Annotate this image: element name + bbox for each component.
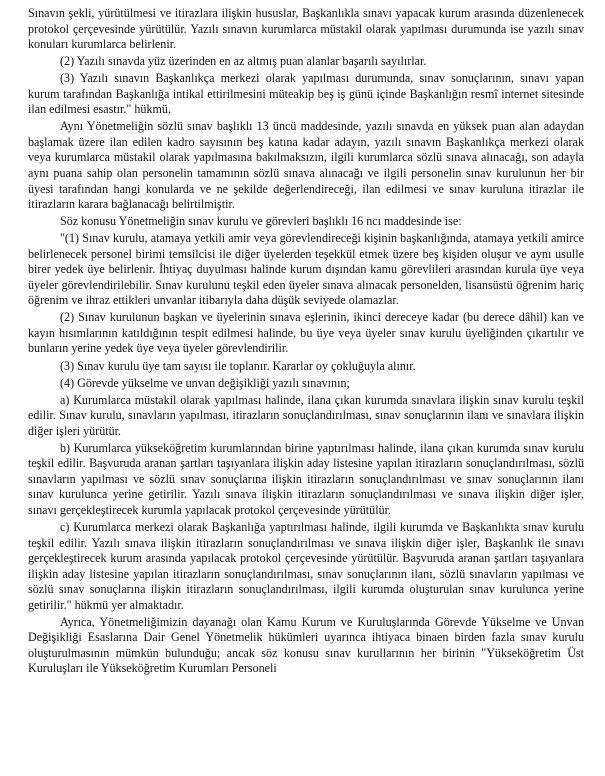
document-page (28, 6, 584, 678)
paragraph-committee-clause-4: (4) Görevde yükselme ve unvan değişikliği yazılı sınavının; (60, 375, 350, 390)
paragraph-clause-a: a) Kurumlarca müstakil olarak yapılması halinde, ilana çıkan kurumda sınavlara ilişkin sınav kurulu teşkil edilir. Sınav kurulu, sınavların yapılması, itirazların sonuçlandırılması, sınav sonuçlarının ilanı ve sınavlara ilişkin diğer işleri yürütür. (28, 392, 584, 438)
paragraph-committee-clause-1: "(1) Sınav kurulu, atamaya yetkili amir veya görevlendireceği kişinin başkanlığında, atamaya yetkili amirce belirlenecek personel birimi temsilcisi ile diğer üyelerden teşekkül etmek üzere beş kişiden oluşur ve aynı usulle birer yedek üye belirlenir. İhtiyaç duyulması halinde kurum dışından kamu görevlileri arasından kurula üye veya üyeler görevlendirilebilir. Sınav kurulunu teşkil eden üyeler sınava alınacak personelden, lisansüstü öğrenim hariç öğrenim ve ihraz ettikleri unvanlar itibarıyla daha düşük seviyede olamazlar. (28, 231, 584, 308)
paragraph-clause-b: b) Kurumlarca yükseköğretim kurumlarından birine yaptırılması halinde, ilana çıkan kurumda sınav kurulu teşkil edilir. Başvuruda aranan şartları taşıyanlara ilişkin aday listesine yapılan itirazların sonuçlandırılması, sözlü sınavların yapılması ve sözlü sınav sonuçlarına ilişkin itirazların sonuçlandırılması ve sınav sonuçlarının ilanı sınav kurulunca yerine getirilir. Yazılı sınava ilişkin itirazların sonuçlandırılması ve sınava ilişkin diğer işler, sınavı gerçekleştirecek kurumla yapılacak protokol çerçevesinde yürütülür. (28, 440, 584, 517)
paragraph-committee-clause-3: (3) Sınav kurulu üye tam sayısı ile toplanır. Kararlar oy çokluğuyla alınır. (60, 358, 416, 373)
paragraph-results-announcement: (3) Yazılı sınavın Başkanlıkça merkezi olarak yapılması durumunda, sınav sonuçlarının, sınavı yapan kurum tarafından Başkanlığa intikal ettirilmesini müteakip beş iş günü içinde Başkanlığın resmî internet sitesinde ilan edilmesi esastır." hükmü, (28, 71, 584, 117)
paragraph-additionally: Ayrıca, Yönetmeliğimizin dayanağı olan Kamu Kurum ve Kuruluşlarında Görevde Yükselme ve Unvan Değişikliği Esaslarına Dair Genel Yönetmelik hükümleri uyarınca ihtiyaca binaen birden fazla sınav kurulu oluşturulmasının mümkün bulunduğu; ancak söz konusu sınav kurullarının her birinin "Yükseköğretim Üst Kuruluşları ile Yükseköğretim Kurumları Personeli (28, 614, 584, 676)
paragraph-oral-exam: Aynı Yönetmeliğin sözlü sınav başlıklı 13 üncü maddesinde, yazılı sınavda en yüksek puan alan adaydan başlamak üzere ilan edilen kadro sayısının beş katına kadar adayın, yazılı sınavın Başkanlıkça merkezi olarak veya kurumlarca müstakil olarak yapılmasına bakılmaksızın, ilgili kurumlarca sözlü sınava alınacağı, son adayla aynı puana sahip olan personelin tamamının sözlü sınava alınacağı ve ilgili personelin sınav kurulunun her bir üyesi tarafından hangi konularda ve ne şekilde değerlendireceği, ilan edilmesi ve sınav kuruluna itirazlar ile itirazların karara bağlanacağı belirtilmiştir. (28, 119, 584, 212)
paragraph-article-16-intro: Söz konusu Yönetmeliğin sınav kurulu ve görevleri başlıklı 16 ncı maddesinde ise: (60, 214, 462, 229)
paragraph-passing-score: (2) Yazılı sınavda yüz üzerinden en az altmış puan alanlar başarılı sayılırlar. (60, 54, 427, 69)
paragraph-clause-c: c) Kurumlarca merkezi olarak Başkanlığa yaptırılması halinde, ilgili kurumda ve Başkanlıkta sınav kurulu teşkil edilir. Yazılı sınava ilişkin itirazların sonuçlandırılması ve sınava ilişkin diğer işler, Başkanlık ile sınavı gerçekleştirecek kurum arasında yapılacak protokol çerçevesinde yürütülür. Başvuruda aranan şartları taşıyanlara ilişkin aday listesine yapılan itirazların sonuçlandırılması, sınav sonuçlarının ilanı, sözlü sınavların yapılması ve sözlü sınav sonuçlarına ilişkin itirazların sonuçlandırılması, ilgili kurumda oluşturulan sınav kurulunca yerine getirilir." hükmü yer almaktadır. (28, 520, 584, 612)
paragraph-exam-procedure: Sınavın şekli, yürütülmesi ve itirazlara ilişkin hususlar, Başkanlıkla sınavı yapacak kurum arasında düzenlenecek protokol çerçevesinde yürütülür. Yazılı sınavın kurumlarca müstakil olarak yapılması durumunda ise yazılı sınav konuları kurumlarca belirlenir. (28, 6, 584, 52)
paragraph-committee-clause-2: (2) Sınav kurulunun başkan ve üyelerinin sınava eşlerinin, ikinci dereceye kadar (bu derece dâhil) kan ve kayın hısımlarının katıldığının tespit edilmesi halinde, bu üye veya üyeler sınav kurulu üyeliğinden çıkartılır ve bunların yerine yedek üye veya üyeler görevlendirilir. (28, 310, 584, 356)
